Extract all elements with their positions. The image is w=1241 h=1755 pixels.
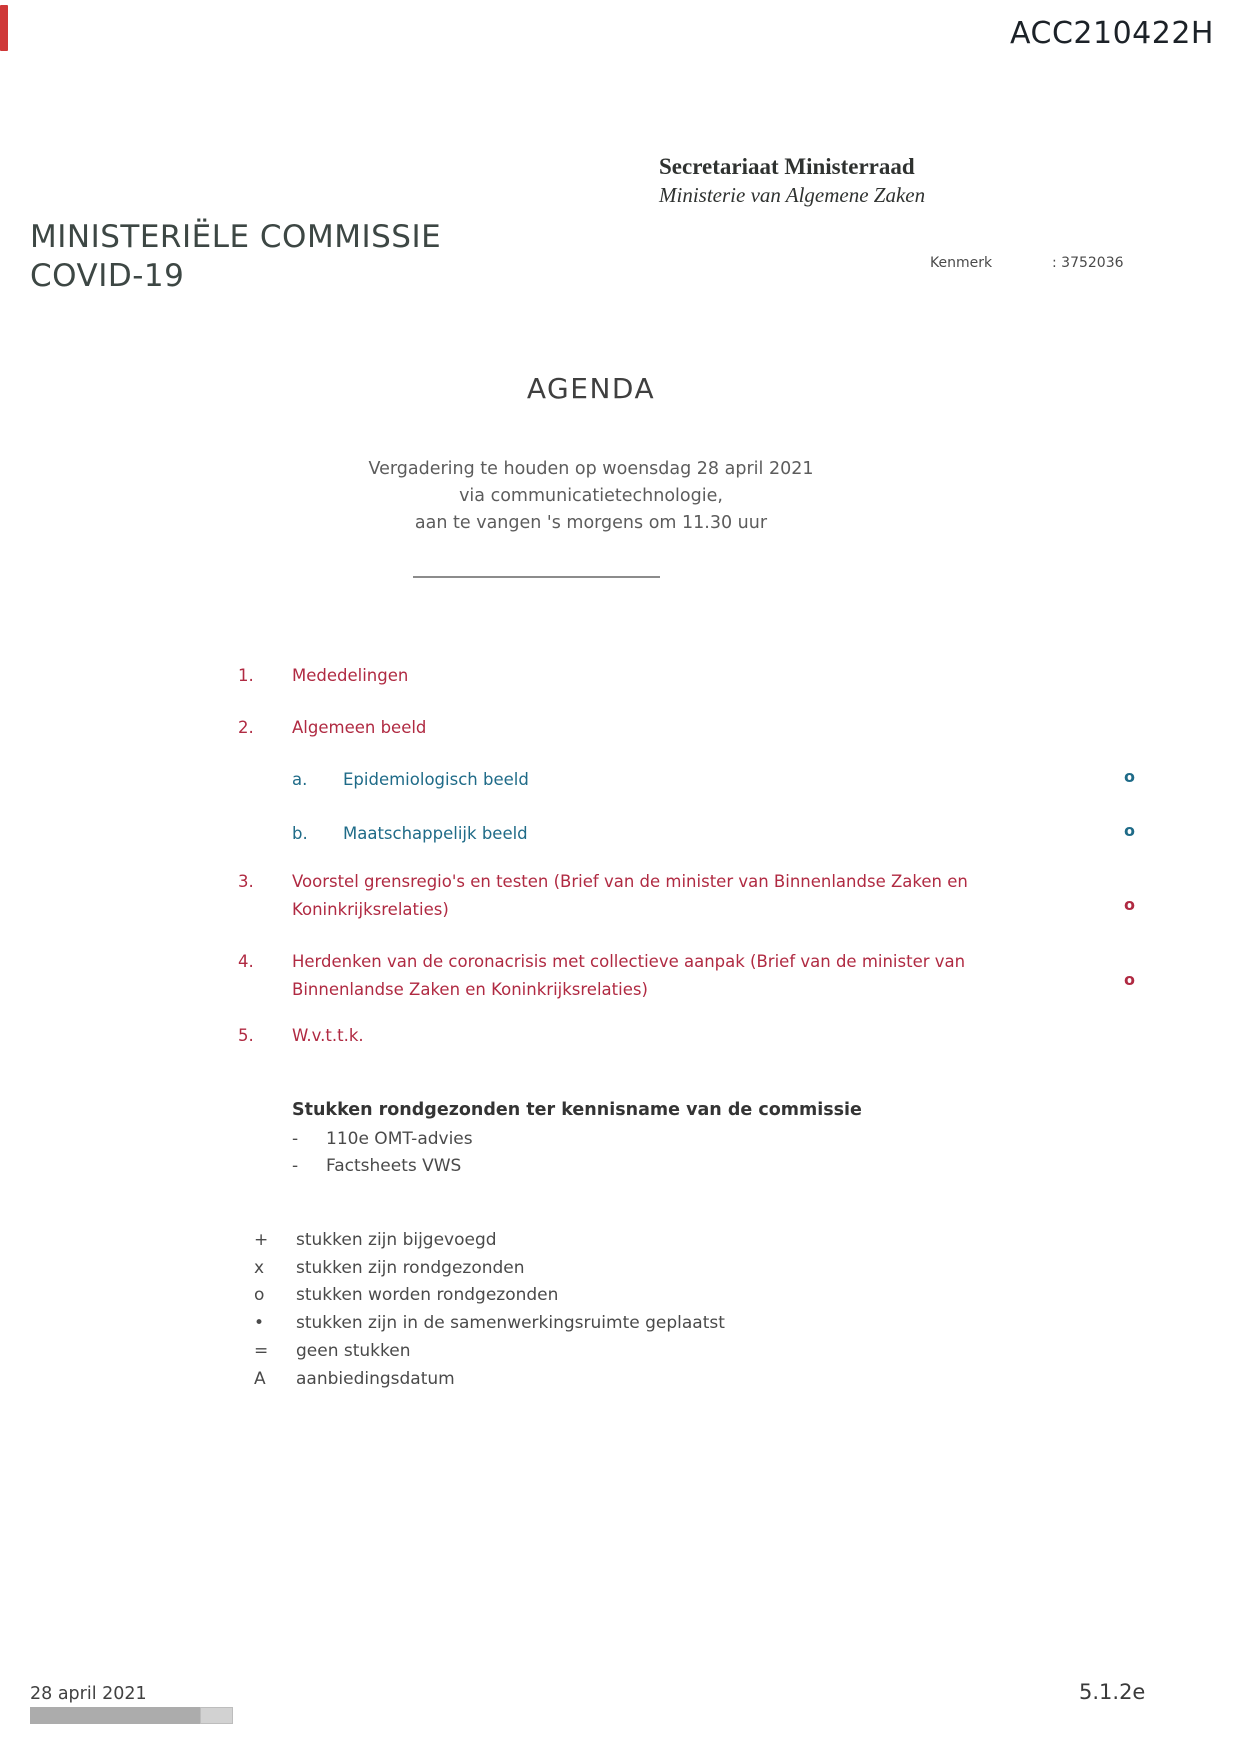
agenda-item-letter: a.	[292, 770, 308, 789]
agenda-item-number: 1.	[238, 666, 254, 685]
agenda-item-number: 2.	[238, 718, 254, 737]
agenda-item-1	[238, 662, 1078, 690]
kenmerk-value: : 3752036	[1052, 255, 1124, 271]
agenda-subitem-b	[238, 820, 1078, 848]
footer-date: 28 april 2021	[30, 1684, 147, 1704]
footer-ground-code: 5.1.2e	[1079, 1680, 1146, 1704]
legend-text: stukken zijn in de samenwerkingsruimte geplaatst	[296, 1313, 725, 1333]
meeting-line-date: Vergadering te houden op woensdag 28 april 2021	[368, 459, 814, 479]
agenda-item-text: Maatschappelijk beeld	[343, 824, 528, 843]
legend-text: stukken zijn rondgezonden	[296, 1258, 525, 1278]
agenda-item-number: 4.	[238, 952, 254, 971]
agenda-item-text: Algemeen beeld	[292, 718, 427, 737]
agenda-item-3	[238, 868, 1078, 924]
status-marker-b: o	[1124, 821, 1135, 840]
circulated-heading: Stukken rondgezonden ter kennisname van de commissie	[292, 1100, 862, 1120]
agenda-item-text: W.v.t.t.k.	[292, 1026, 364, 1045]
meeting-line-time: aan te vangen 's morgens om 11.30 uur	[414, 513, 768, 533]
dash-bullet: -	[292, 1129, 299, 1149]
circulated-item	[292, 1156, 461, 1176]
meeting-line-medium: via communicatietechnologie,	[459, 486, 723, 506]
legend-item-equals	[254, 1341, 411, 1361]
committee-title	[30, 218, 441, 296]
committee-title-line2: COVID-19	[30, 258, 185, 294]
circulated-item-text: 110e OMT-advies	[326, 1129, 473, 1149]
circulated-item-text: Factsheets VWS	[326, 1156, 462, 1176]
agenda-item-2	[238, 714, 1078, 742]
circulated-item	[292, 1129, 473, 1149]
legend-item-plus	[254, 1230, 497, 1250]
legend-symbol: o	[254, 1285, 265, 1305]
status-marker-4: o	[1124, 970, 1135, 989]
agenda-item-number: 5.	[238, 1026, 254, 1045]
agenda-subitem-a	[238, 766, 1078, 794]
legend-text: aanbiedingsdatum	[296, 1369, 455, 1389]
agenda-item-letter: b.	[292, 824, 308, 843]
legend-symbol: A	[254, 1369, 266, 1389]
agenda-item-text: Herdenken van de coronacrisis met collectieve aanpak (Brief van de minister van Binnenlandse Zaken en Koninkrijksrelaties)	[292, 952, 966, 999]
agenda-item-text: Mededelingen	[292, 666, 409, 685]
meeting-details	[191, 456, 991, 537]
document-ref-code: ACC210422H	[1010, 16, 1214, 51]
legend-symbol: •	[254, 1313, 265, 1333]
dash-bullet: -	[292, 1156, 299, 1176]
scan-artifact-red	[0, 5, 8, 51]
agenda-item-number: 3.	[238, 872, 254, 891]
legend-symbol: =	[254, 1341, 269, 1361]
legend-symbol: +	[254, 1230, 269, 1250]
legend-item-x	[254, 1258, 525, 1278]
committee-title-line1: MINISTERIËLE COMMISSIE	[30, 219, 442, 255]
legend-symbol: x	[254, 1258, 265, 1278]
agenda-item-5	[238, 1022, 1078, 1050]
agenda-item-text: Epidemiologisch beeld	[343, 770, 529, 789]
sender-org: Secretariaat Ministerraad	[659, 154, 915, 179]
status-marker-a: o	[1124, 767, 1135, 786]
legend-text: stukken worden rondgezonden	[296, 1285, 559, 1305]
kenmerk-label: Kenmerk	[930, 255, 993, 271]
divider-line	[413, 576, 660, 578]
legend-text: stukken zijn bijgevoegd	[296, 1230, 497, 1250]
agenda-item-4	[238, 948, 1078, 1004]
agenda-heading: AGENDA	[526, 372, 656, 405]
legend-item-a	[254, 1369, 455, 1389]
agenda-item-text: Voorstel grensregio's en testen (Brief van de minister van Binnenlandse Zaken en Koninkrijksrelaties)	[292, 872, 968, 919]
legend-text: geen stukken	[296, 1341, 411, 1361]
status-marker-3: o	[1124, 895, 1135, 914]
legend-item-o	[254, 1285, 558, 1305]
sender-ministry: Ministerie van Algemene Zaken	[659, 183, 926, 207]
redaction-bar-end	[200, 1707, 233, 1724]
redaction-bar	[30, 1707, 200, 1724]
sender-block	[659, 152, 925, 208]
legend-item-bullet	[254, 1313, 725, 1333]
